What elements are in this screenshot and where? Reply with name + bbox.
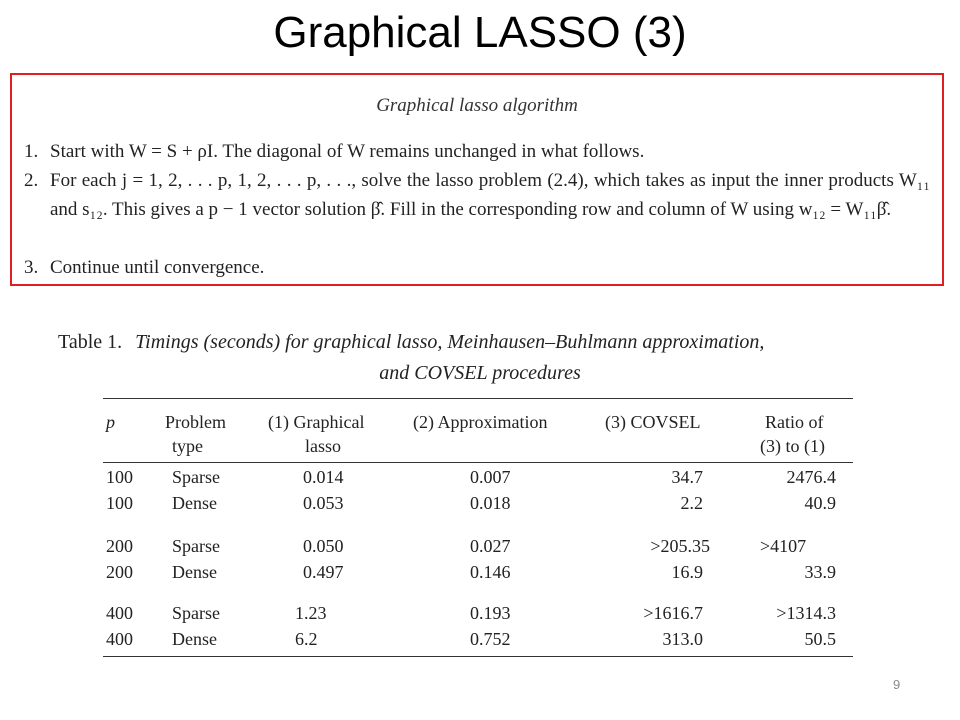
- cell-p: 400: [106, 603, 133, 623]
- header-problem-type-2: type: [172, 436, 203, 456]
- cell-p: 100: [106, 493, 133, 513]
- cell-ratio: 33.9: [804, 562, 836, 582]
- header-ratio-2: (3) to (1): [760, 436, 825, 456]
- cell-approx: 0.146: [470, 562, 511, 582]
- cell-type: Dense: [172, 562, 217, 582]
- table-caption-line2: and COVSEL procedures: [379, 362, 581, 384]
- cell-type: Sparse: [172, 467, 220, 487]
- cell-glasso: 0.050: [303, 536, 344, 556]
- slide-title: Graphical LASSO (3): [273, 8, 687, 57]
- header-glasso-1: (1) Graphical: [268, 412, 365, 432]
- cell-ratio: >4107: [760, 536, 807, 556]
- step-2-text: For each j = 1, 2, . . . p, 1, 2, . . . p, . . ., solve the lasso problem (2.4), which takes as input the inner products W₁₁ and s₁₂. This gives a p − 1 vector solution β̂. Fill in the corresponding row and column of W using w₁₂ = W₁₁β̂.: [50, 170, 930, 220]
- header-ratio-1: Ratio of: [765, 412, 824, 432]
- table-caption: [58, 328, 918, 356]
- cell-glasso: 1.23: [295, 603, 327, 623]
- cell-covsel: 34.7: [671, 467, 703, 487]
- header-p: p: [106, 412, 115, 432]
- table-caption-label: Table 1.: [58, 331, 123, 353]
- cell-type: Sparse: [172, 603, 220, 623]
- table-bottom-rule: [103, 656, 853, 657]
- table-top-rule: [103, 398, 853, 399]
- step-1-number: 1.: [24, 141, 39, 162]
- cell-covsel: >205.35: [650, 536, 710, 556]
- cell-p: 100: [106, 467, 133, 487]
- cell-p: 200: [106, 562, 133, 582]
- cell-glasso: 0.497: [303, 562, 344, 582]
- cell-p: 400: [106, 629, 133, 649]
- cell-approx: 0.018: [470, 493, 511, 513]
- table-header-rule: [103, 462, 853, 463]
- cell-glasso: 6.2: [295, 629, 318, 649]
- cell-ratio: 2476.4: [786, 467, 836, 487]
- cell-covsel: 313.0: [662, 629, 703, 649]
- algorithm-heading: Graphical lasso algorithm: [376, 95, 578, 116]
- cell-ratio: 50.5: [804, 629, 836, 649]
- cell-covsel: 16.9: [671, 562, 703, 582]
- cell-ratio: >1314.3: [776, 603, 836, 623]
- table-caption-line1: Timings (seconds) for graphical lasso, Meinhausen–Buhlmann approximation,: [135, 331, 765, 353]
- cell-type: Dense: [172, 629, 217, 649]
- header-covsel: (3) COVSEL: [605, 412, 701, 432]
- cell-ratio: 40.9: [804, 493, 836, 513]
- cell-type: Dense: [172, 493, 217, 513]
- cell-glasso: 0.014: [303, 467, 344, 487]
- cell-p: 200: [106, 536, 133, 556]
- cell-covsel: 2.2: [680, 493, 703, 513]
- step-3-text: Continue until convergence.: [50, 257, 265, 278]
- cell-approx: 0.752: [470, 629, 511, 649]
- step-3-number: 3.: [24, 257, 39, 278]
- cell-approx: 0.007: [470, 467, 511, 487]
- cell-approx: 0.027: [470, 536, 511, 556]
- cell-approx: 0.193: [470, 603, 511, 623]
- header-problem-type-1: Problem: [165, 412, 226, 432]
- header-glasso-2: lasso: [305, 436, 341, 456]
- header-approximation: (2) Approximation: [413, 412, 548, 432]
- cell-type: Sparse: [172, 536, 220, 556]
- step-1-text: Start with W = S + ρI. The diagonal of W remains unchanged in what follows.: [50, 141, 645, 162]
- cell-glasso: 0.053: [303, 493, 344, 513]
- cell-covsel: >1616.7: [643, 603, 703, 623]
- page-number: 9: [893, 677, 901, 692]
- algorithm-box: [10, 73, 944, 286]
- step-2-number: 2.: [24, 170, 39, 191]
